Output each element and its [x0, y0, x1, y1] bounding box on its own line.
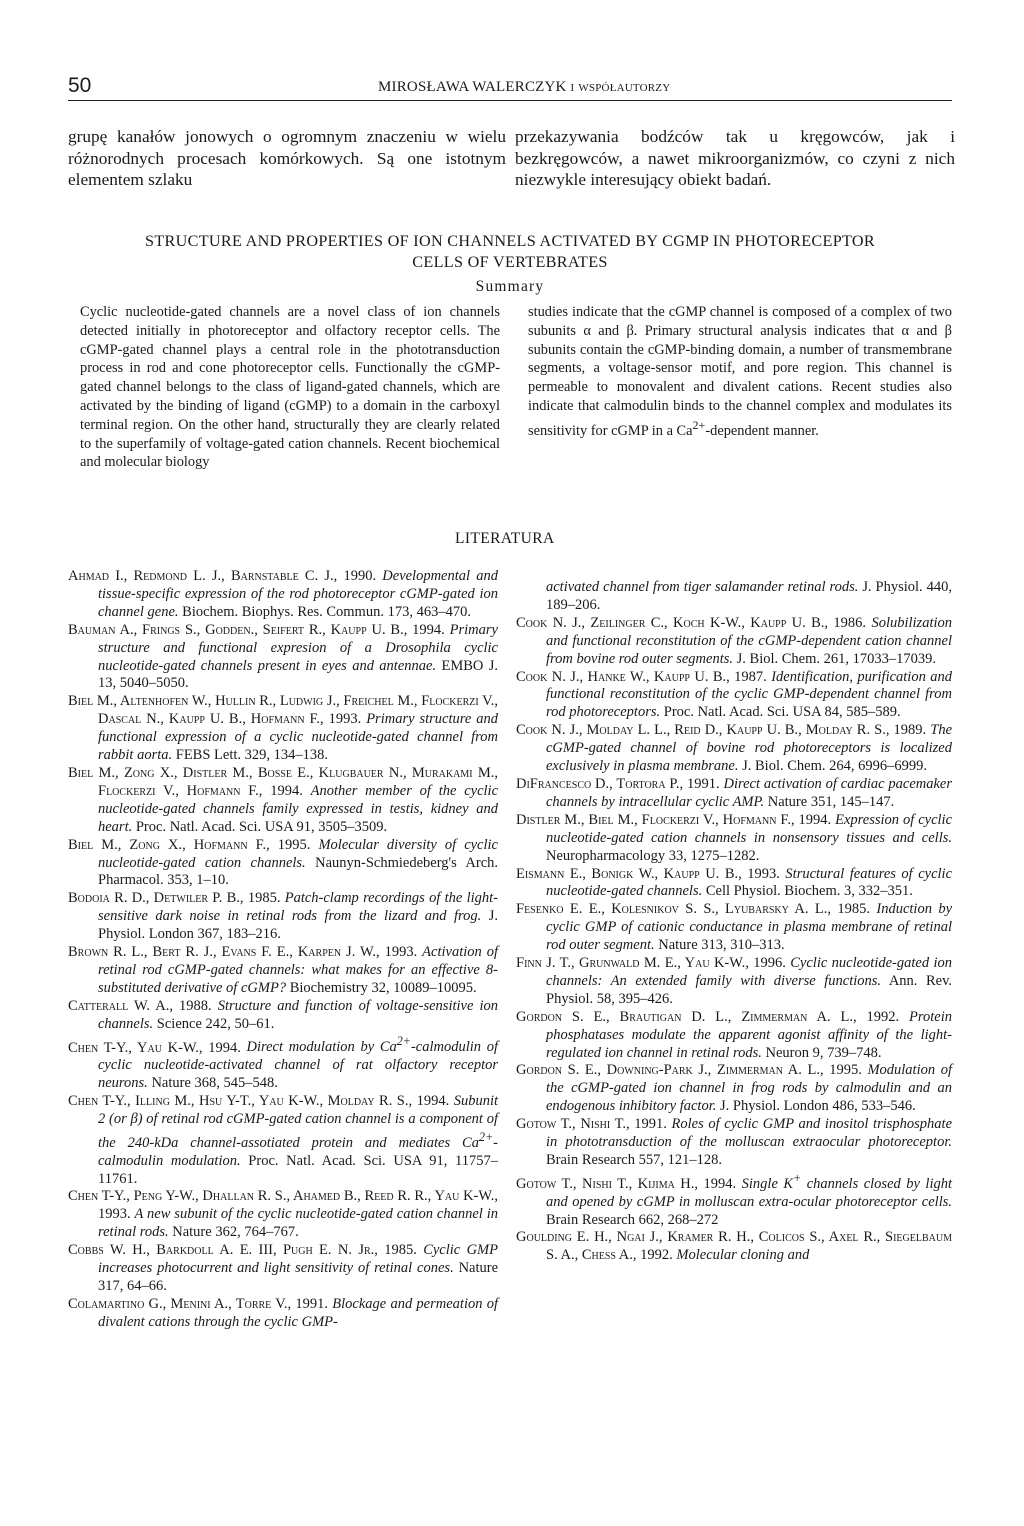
reference-entry	[516, 812, 952, 866]
ref-title: Direct activation of cardiac pacemaker channels by intracellular cyclic AMP.	[546, 775, 953, 810]
ref-authors: Gordon S. E., Brautigan D. L., Zimmerman A. L., 1992.	[516, 1008, 900, 1025]
ref-authors: Biel M., Zong X., Distler M., Bosse E., Klugbauer N., Murakami M., Flockerzi V., Hofmann F., 1994.	[68, 764, 498, 799]
ref-title: Molecular cloning and	[676, 1247, 810, 1264]
reference-entry	[68, 693, 498, 765]
ref-source: Ann. Rev. Physiol. 58, 395–426.	[546, 972, 953, 1007]
intro-paragraph-right: przekazywania bodźców tak u kręgowców, jak i bezkręgowców, a nawet mikroorganizmów, co czyni z nich niezwykle interesujący obiekt badań.	[515, 127, 955, 189]
ref-title-part: channels closed by light and opened by cGMP in molluscan extra-ocular photoreceptor cells.	[546, 1175, 953, 1210]
ref-authors: Bauman A., Frings S., Godden., Seifert R., Kaupp U. B., 1994.	[68, 621, 445, 638]
ref-authors: Gotow T., Nishi T., Kijima H., 1994.	[516, 1175, 737, 1192]
ref-source: Proc. Natl. Acad. Sci. USA 91, 11757–11761.	[98, 1152, 498, 1187]
ref-authors: Finn J. T., Grunwald M. E., Yau K-W., 1996.	[516, 955, 786, 972]
reference-entry	[516, 615, 952, 669]
literature-heading: LITERATURA	[455, 530, 555, 547]
reference-entry	[68, 568, 498, 622]
ref-title: Modulation of the cGMP-gated ion channel in frog rods by calmodulin and an endogenous inhibitory factor.	[546, 1062, 952, 1115]
ref-title: A new subunit of the cyclic nucleotide-gated cation channel in retinal rods.	[98, 1206, 498, 1241]
reference-entry	[68, 622, 498, 694]
reference-entry	[68, 765, 498, 837]
ref-title-part: -calmodulin of cyclic nucleotide-activated channel of rat olfactory receptor neurons.	[98, 1039, 498, 1092]
ref-source: Cell Physiol. Biochem. 3, 332–351.	[705, 883, 913, 900]
reference-list-right	[516, 579, 952, 1265]
ref-source: Brain Research 557, 121–128.	[546, 1152, 722, 1168]
ref-title: Structure and function of voltage-sensitive ion channels.	[98, 997, 498, 1032]
ref-title: activated channel from tiger salamander retinal rods.	[546, 579, 859, 595]
ref-title-part: Direct modulation by Ca	[246, 1039, 397, 1056]
ref-title: Identification, purification and functional reconstitution of the cyclic GMP-dependent channel from rod photoreceptors.	[546, 668, 952, 721]
summary-text-left: Cyclic nucleotide-gated channels are a novel class of ion channels detected initially in photoreceptor and olfactory receptor cells. The cGMP-gated channel plays a central role in the phototransduction process in rod and cone photoreceptor cells. Functionally the cGMP-gated channel belongs to the class of ligand-gated channels, which are activated by the binding of ligand (cGMP) to a domain in the carboxyl terminal region. On the other hand, structurally they are clearly related to the superfamily of voltage-gated cation channels. Recent biochemical and molecular biology	[80, 304, 500, 471]
ref-title: The cGMP-gated channel of bovine rod photoreceptors is localized exclusively in plasma membrane.	[546, 722, 953, 775]
ref-authors: Cook N. J., Hanke W., Kaupp U. B., 1987.	[516, 668, 767, 685]
ref-source: EMBO J. 13, 5040–5050.	[98, 657, 498, 692]
ref-authors: Cook N. J., Molday L. L., Reid D., Kaupp U. B., Molday R. S., 1989.	[516, 722, 927, 739]
reference-entry	[516, 1062, 952, 1116]
ref-title: Activation of retinal rod cGMP-gated channels: what makes for an effective 8-substituted derivative of cGMP?	[98, 944, 499, 996]
ref-source: Nature 313, 310–313.	[658, 937, 785, 954]
ref-source: J. Biol. Chem. 264, 6996–6999.	[742, 758, 927, 775]
reference-entry	[68, 998, 498, 1034]
page-number: 50	[68, 74, 92, 97]
superscript: 2+	[692, 417, 706, 432]
ref-title-part: -calmodulin modulation.	[98, 1134, 498, 1169]
reference-entry	[68, 837, 498, 891]
article-title	[68, 231, 952, 273]
ref-title: Blockage and permeation of divalent cations through the cyclic GMP-	[98, 1295, 499, 1330]
ref-source: J. Biol. Chem. 261, 17033–17039.	[736, 650, 937, 667]
ref-source: Proc. Natl. Acad. Sci. USA 84, 585–589.	[663, 704, 901, 721]
ref-title: Cyclic nucleotide-gated ion channels: An extended family with diverse functions.	[546, 955, 952, 989]
ref-source: Naunyn-Schmiedeberg's Arch. Pharmacol. 353, 1–10.	[98, 854, 499, 889]
ref-title: Solubilization and functional reconstitution of the cGMP-dependent cation channel from bovine rod outer segments.	[546, 614, 953, 667]
reference-entry	[516, 955, 952, 1009]
ref-source: Brain Research 662, 268–272	[546, 1211, 719, 1228]
ref-title-part: Subunit 2 (or β) of retinal rod cGMP-gated cation channel is a component of the 240-kDa channel-assotiated protein and mediates Ca	[98, 1093, 498, 1151]
superscript: 2+	[396, 1034, 411, 1049]
ref-authors: Biel M., Zong X., Hofmann F., 1995.	[68, 836, 311, 853]
ref-authors: DiFrancesco D., Tortora P., 1991.	[516, 775, 720, 792]
ref-title: Expression of cyclic nucleotide-gated cation channels in nonsensory tissues and cells.	[546, 811, 953, 846]
ref-source: Science 242, 50–61.	[156, 1015, 275, 1032]
reference-entry	[516, 1009, 952, 1063]
ref-authors: Chen T-Y., Illing M., Hsu Y-T., Yau K-W., Molday R. S., 1994.	[68, 1093, 450, 1110]
superscript: +	[793, 1170, 802, 1185]
summary-heading: Summary	[475, 278, 545, 295]
ref-source: J. Physiol. London 367, 183–216.	[98, 908, 499, 943]
ref-authors: Goulding E. H., Ngai J., Kramer R. H., Colicos S., Axel R., Siegelbaum S. A., Chess A., 1992.	[516, 1229, 952, 1264]
reference-list-left	[68, 568, 498, 1332]
summary-right-part-1: studies indicate that the cGMP channel is composed of a complex of two subunits α and β. Primary structural analysis indicates that α and β subunits contain the cGMP-binding domain, a number of transmembrane segments, a voltage-sensor motif, and pore region. This channel is permeable to monovalent and divalent cations. Recent studies also indicate that calmodulin binds to the channel complex and modulates its sensitivity for cGMP in a Ca	[528, 304, 952, 439]
ref-source: Neuron 9, 739–748.	[765, 1044, 882, 1061]
ref-authors: Chen T-Y., Yau K-W., 1994.	[68, 1039, 241, 1056]
ref-source: Neuropharmacology 33, 1275–1282.	[546, 847, 760, 864]
reference-entry	[68, 1093, 498, 1188]
reference-entry	[68, 890, 498, 944]
ref-authors: Fesenko E. E., Kolesnikov S. S., Lyubarsky A. L., 1985.	[516, 901, 870, 918]
ref-title: Molecular diversity of cyclic nucleotide-gated cation channels.	[98, 836, 498, 871]
ref-source: Nature 368, 545–548.	[151, 1075, 278, 1092]
title-line-2: CELLS OF VERTEBRATES	[412, 253, 608, 271]
summary-text-right	[528, 303, 952, 440]
ref-source: Proc. Natl. Acad. Sci. USA 91, 3505–3509.	[135, 818, 388, 835]
ref-title: Roles of cyclic GMP and inositol trisphosphate in phototransduction of the molluscan extraocular photoreceptor.	[546, 1116, 953, 1151]
title-line-1: STRUCTURE AND PROPERTIES OF ION CHANNELS ACTIVATED BY CGMP IN PHOTORECEPTOR	[145, 232, 875, 250]
reference-entry	[516, 1170, 952, 1230]
reference-entry	[68, 1296, 498, 1332]
reference-entry	[516, 866, 952, 902]
ref-authors: Cobbs W. H., Barkdoll A. E. III, Pugh E. N. Jr., 1985.	[68, 1242, 417, 1259]
page-header	[68, 70, 952, 101]
ref-source: FEBS Lett. 329, 134–138.	[175, 747, 329, 764]
ref-title: Primary structure and functional expression of a cyclic nucleotide-gated channel from rabbit aorta.	[98, 711, 498, 764]
ref-authors: Catterall W. A., 1988.	[68, 997, 212, 1014]
ref-source: Biochem. Biophys. Res. Commun. 173, 463–470.	[182, 603, 471, 620]
superscript: 2+	[478, 1129, 494, 1144]
ref-source: J. Physiol. London 486, 533–546.	[720, 1098, 916, 1115]
ref-title: Another member of the cyclic nucleotide-gated channels family expressed in testis, kidney and heart.	[98, 782, 499, 835]
ref-title: Structural features of cyclic nucleotide-gated channels.	[546, 865, 953, 900]
reference-entry	[68, 944, 498, 998]
ref-source: Nature 317, 64–66.	[98, 1260, 499, 1294]
reference-entry	[68, 1188, 498, 1242]
ref-authors: Eismann E., Bonigk W., Kaupp U. B., 1993.	[516, 865, 780, 882]
ref-source: Nature 362, 764–767.	[172, 1224, 299, 1241]
ref-title: Induction by cyclic GMP of cationic conductance in plasma membrane of retinal rod outer segment.	[546, 901, 953, 954]
ref-authors: Distler M., Biel M., Flockerzi V., Hofmann F., 1994.	[516, 811, 832, 828]
ref-authors: Gotow T., Nishi T., 1991.	[516, 1116, 667, 1133]
ref-authors: Ahmad I., Redmond L. J., Barnstable C. J., 1990.	[68, 568, 377, 584]
reference-entry	[516, 722, 952, 776]
ref-authors: Cook N. J., Zeilinger C., Koch K-W., Kaupp U. B., 1986.	[516, 614, 867, 631]
summary-right-part-2: -dependent manner.	[705, 422, 819, 439]
ref-authors: Bodoia R. D., Detwiler P. B., 1985.	[68, 890, 281, 907]
ref-authors: Colamartino G., Menini A., Torre V., 1991.	[68, 1295, 328, 1312]
ref-title: Primary structure and functional expresion of a Drosophila cyclic nucleotide-gated channels present in eyes and antennae.	[98, 621, 498, 674]
intro-paragraph-left: grupę kanałów jonowych o ogromnym znaczeniu w wielu różnorodnych procesach komórkowych. Są one istotnym elementem szlaku	[68, 127, 506, 189]
reference-entry	[68, 1034, 498, 1094]
ref-authors: Brown R. L., Bert R. J., Evans F. E., Karpen J. W., 1993.	[68, 944, 418, 961]
reference-entry	[68, 1242, 498, 1296]
ref-source: J. Physiol. 440, 189–206.	[546, 579, 952, 613]
ref-title: Cyclic GMP increases photocurrent and light sensitivity of retinal cones.	[98, 1242, 498, 1277]
ref-title: Protein phosphatases modulate the apparent agonist affinity of the light-regulated ion channel in retinal rods.	[546, 1008, 953, 1061]
ref-source: Biochemistry 32, 10089–10095.	[289, 979, 477, 996]
running-head: MIROSŁAWA WALERCZYK i współautorzy	[378, 79, 671, 95]
reference-entry	[516, 776, 952, 812]
ref-title-part: Single K	[741, 1175, 794, 1192]
reference-entry-continued	[516, 579, 952, 615]
ref-authors: Biel M., Altenhofen W., Hullin R., Ludwig J., Freichel M., Flockerzi V., Dascal N., Kaupp U. B., Hofmann F., 1993.	[68, 693, 498, 728]
reference-entry	[516, 901, 952, 955]
ref-title: Patch-clamp recordings of the light-sensitive dark noise in retinal rods from the lizard and frog.	[98, 890, 499, 925]
ref-authors: Chen T-Y., Peng Y-W., Dhallan R. S., Ahamed B., Reed R. R., Yau K-W., 1993.	[68, 1188, 498, 1223]
reference-entry	[516, 669, 952, 723]
reference-entry	[516, 1229, 952, 1265]
ref-authors: Gordon S. E., Downing-Park J., Zimmerman A. L., 1995.	[516, 1062, 862, 1079]
reference-entry	[516, 1116, 952, 1170]
ref-source: Nature 351, 145–147.	[767, 793, 895, 810]
ref-title: Developmental and tissue-specific expression of the rod photoreceptor cGMP-gated ion channel gene.	[98, 568, 498, 620]
